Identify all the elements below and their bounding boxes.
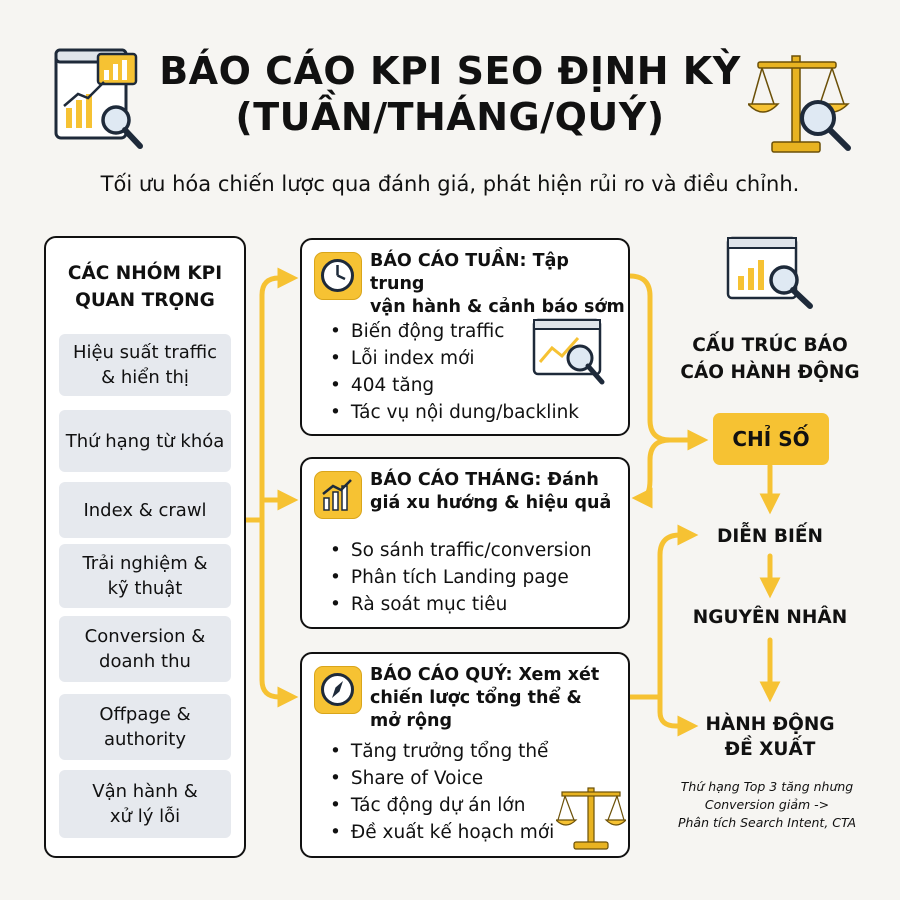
flow-step-metric: CHỈ SỐ <box>713 413 829 465</box>
list-item: • Share of Voice <box>330 765 554 792</box>
kpi-item-conversion-revenue: Conversion & doanh thu <box>59 616 231 682</box>
quarterly-report-bullets <box>330 738 554 846</box>
page-title: BÁO CÁO KPI SEO ĐỊNH KỲ (TUẦN/THÁNG/QUÝ) <box>159 49 741 139</box>
scales-icon <box>556 782 626 852</box>
page-subtitle: Tối ưu hóa chiến lược qua đánh giá, phát hiện rủi ro và điều chỉnh. <box>100 172 800 196</box>
list-item: • Biến động traffic <box>330 318 579 345</box>
kpi-item-offpage-authority: Offpage & authority <box>59 694 231 760</box>
kpi-item-traffic: Hiệu suất traffic & hiển thị <box>59 334 231 396</box>
quarterly-report-card <box>300 652 630 858</box>
quarterly-report-heading: BÁO CÁO QUÝ: Xem xét chiến lược tổng thể & mở rộng <box>370 665 600 731</box>
example-note: Thứ hạng Top 3 tăng nhưng Conversion giảm -> Phân tích Search Intent, CTA <box>677 779 857 830</box>
clock-icon <box>314 252 362 300</box>
compass-icon <box>314 666 362 714</box>
list-item: • Tác động dự án lớn <box>330 792 554 819</box>
kpi-item-experience-technical: Trải nghiệm & kỹ thuật <box>59 544 231 608</box>
flow-step-trend: DIỄN BIẾN <box>717 526 823 547</box>
kpi-panel-heading: CÁC NHÓM KPI QUAN TRỌNG <box>67 263 223 311</box>
kpi-item-keyword-ranking: Thứ hạng từ khóa <box>59 410 231 472</box>
kpi-item-index-crawl: Index & crawl <box>59 482 231 538</box>
list-item: • So sánh traffic/conversion <box>330 537 592 564</box>
list-item: • Phân tích Landing page <box>330 564 592 591</box>
scales-magnifier-icon <box>748 48 854 158</box>
weekly-report-card <box>300 238 630 436</box>
kpi-groups-panel <box>44 236 246 858</box>
monthly-report-bullets <box>330 537 592 618</box>
list-item: • Rà soát mục tiêu <box>330 591 592 618</box>
monthly-report-card <box>300 457 630 629</box>
list-item: • Tăng trưởng tổng thể <box>330 738 554 765</box>
dashboard-chart-icon <box>54 48 150 156</box>
weekly-report-heading: BÁO CÁO TUẦN: Tập trung vận hành & cảnh báo sớm <box>370 251 625 317</box>
flow-step-cause: NGUYÊN NHÂN <box>692 607 848 628</box>
list-item: • Đề xuất kế hoạch mới <box>330 819 554 846</box>
action-structure-heading: CẤU TRÚC BÁO CÁO HÀNH ĐỘNG <box>680 335 860 383</box>
list-item: • Tác vụ nội dung/backlink <box>330 399 579 426</box>
trend-magnifier-icon <box>532 318 612 390</box>
flow-step-proposed-action: HÀNH ĐỘNG ĐỀ XUẤT <box>705 714 835 760</box>
list-item: • Lỗi index mới <box>330 345 579 372</box>
list-item: • 404 tăng <box>330 372 579 399</box>
growth-chart-icon <box>314 471 362 519</box>
monthly-report-heading: BÁO CÁO THÁNG: Đánh giá xu hướng & hiệu quả <box>370 470 612 513</box>
kpi-item-operations-errors: Vận hành & xử lý lỗi <box>59 770 231 838</box>
report-magnifier-icon <box>726 236 818 310</box>
